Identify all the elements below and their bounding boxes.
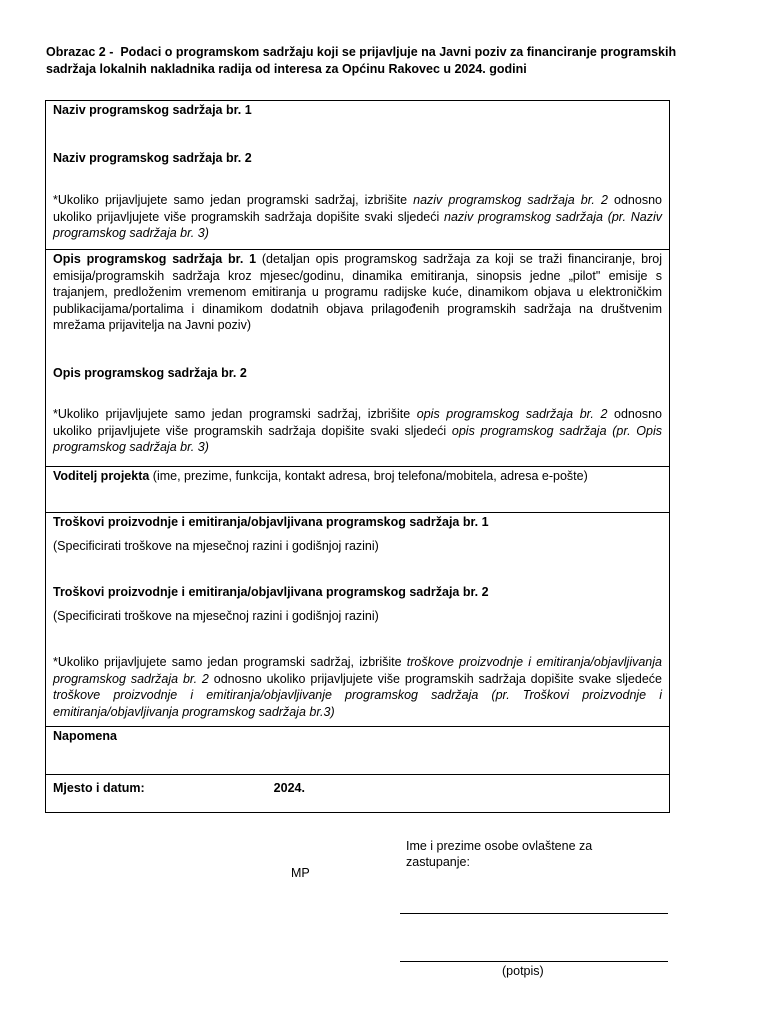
napomena-section	[46, 727, 670, 775]
naziv-label-2: Naziv programskog sadržaja br. 2	[53, 150, 252, 165]
form-title-text: Podaci o programskom sadržaju koji se prijavljuje na Javni poziv za financiranje programskih sadržaja lokalnih nakladnika radija od interesa za Općinu Rakovec u 2024. godini	[46, 45, 677, 76]
opis-description: Opis programskog sadržaja br. 1 (detaljan opis programskog sadržaja za koji se traži financiranje, broj emisija/programskih sadržaja kroz mjesec/godinu, dinamika emitiranja, sinopsis jedne „pilot" emisije s trajanjem, predloženim vremenom emitiranja u programu radijske kuće, dinamikom objava u elektroničkim publikacijama/portalima i dinamikom dodatnih objava prilagođenih programskih sadržaja na društvenim mrežama prijavitelja na Javni poziv)	[53, 252, 662, 332]
potpis-label: (potpis)	[502, 964, 544, 978]
naziv-label-1: Naziv programskog sadržaja br. 1	[53, 103, 252, 117]
application-form-table	[45, 100, 670, 813]
troskovi-cell[interactable]	[46, 513, 670, 727]
troskovi-note: *Ukoliko prijavljujete samo jedan programski sadržaj, izbrišite troškove proizvodnje i emitiranja/objavljivanja programskog sadržaja br. 2 odnosno ukoliko prijavljujete više programskih sadržaja dopišite svake sljedeće troškove proizvodnje i emitiranja/objavljivanje programskog sadržaja (pr. Troškovi proizvodnje i emitiranja/objavljivanja programskog sadržaja br.3)	[53, 655, 662, 719]
naziv-note: *Ukoliko prijavljujete samo jedan programski sadržaj, izbrišite naziv programskog sadržaja br. 2 odnosno ukoliko prijavljujete više programskih sadržaja dopišite svaki sljedeći naziv programskog sadržaja (pr. Naziv programskog sadržaja br. 3)	[53, 193, 662, 240]
troskovi-label-1: Troškovi proizvodnje i emitiranja/objavljivana programskog sadržaja br. 1	[53, 515, 489, 529]
troskovi-spec-2: (Specificirati troškove na mjesečnoj razini i godišnjoj razini)	[53, 608, 379, 623]
opis-note: *Ukoliko prijavljujete samo jedan programski sadržaj, izbrišite opis programskog sadržaja br. 2 odnosno ukoliko prijavljujete više programskih sadržaja dopišite svaki sljedeći opis programskog sadržaja (pr. Opis programskog sadržaja br. 3)	[53, 407, 662, 454]
voditelj-cell[interactable]	[46, 467, 670, 513]
opis-label-2: Opis programskog sadržaja br. 2	[53, 365, 247, 380]
voditelj-label: Voditelj projekta	[53, 469, 150, 483]
form-number: Obrazac 2 -	[46, 45, 114, 59]
napomena-label: Napomena	[53, 729, 117, 743]
name-signature-line[interactable]	[400, 913, 668, 914]
troskovi-spec-1: (Specificirati troškove na mjesečnoj razini i godišnjoj razini)	[53, 538, 379, 553]
mjesto-section	[46, 775, 670, 813]
signature-line[interactable]	[400, 961, 668, 962]
napomena-cell[interactable]	[46, 727, 670, 775]
naziv-section	[46, 101, 670, 250]
opis-label-1: Opis programskog sadržaja br. 1	[53, 252, 257, 266]
opis-section	[46, 250, 670, 467]
form-title	[46, 44, 726, 78]
mp-stamp-label: MP	[291, 866, 310, 880]
mjesto-cell[interactable]	[46, 775, 670, 813]
opis-cell[interactable]	[46, 250, 670, 467]
troskovi-label-2: Troškovi proizvodnje i emitiranja/objavljivana programskog sadržaja br. 2	[53, 585, 489, 599]
naziv-cell[interactable]	[46, 101, 670, 250]
mjesto-year: 2024.	[273, 781, 305, 795]
troskovi-section	[46, 513, 670, 727]
authorized-person-label: Ime i prezime osobe ovlaštene za zastupanje:	[406, 839, 593, 869]
mjesto-label: Mjesto i datum:	[53, 781, 145, 795]
voditelj-section	[46, 467, 670, 513]
voditelj-text: Voditelj projekta (ime, prezime, funkcija, kontakt adresa, broj telefona/mobitela, adresa e-pošte)	[53, 469, 588, 483]
